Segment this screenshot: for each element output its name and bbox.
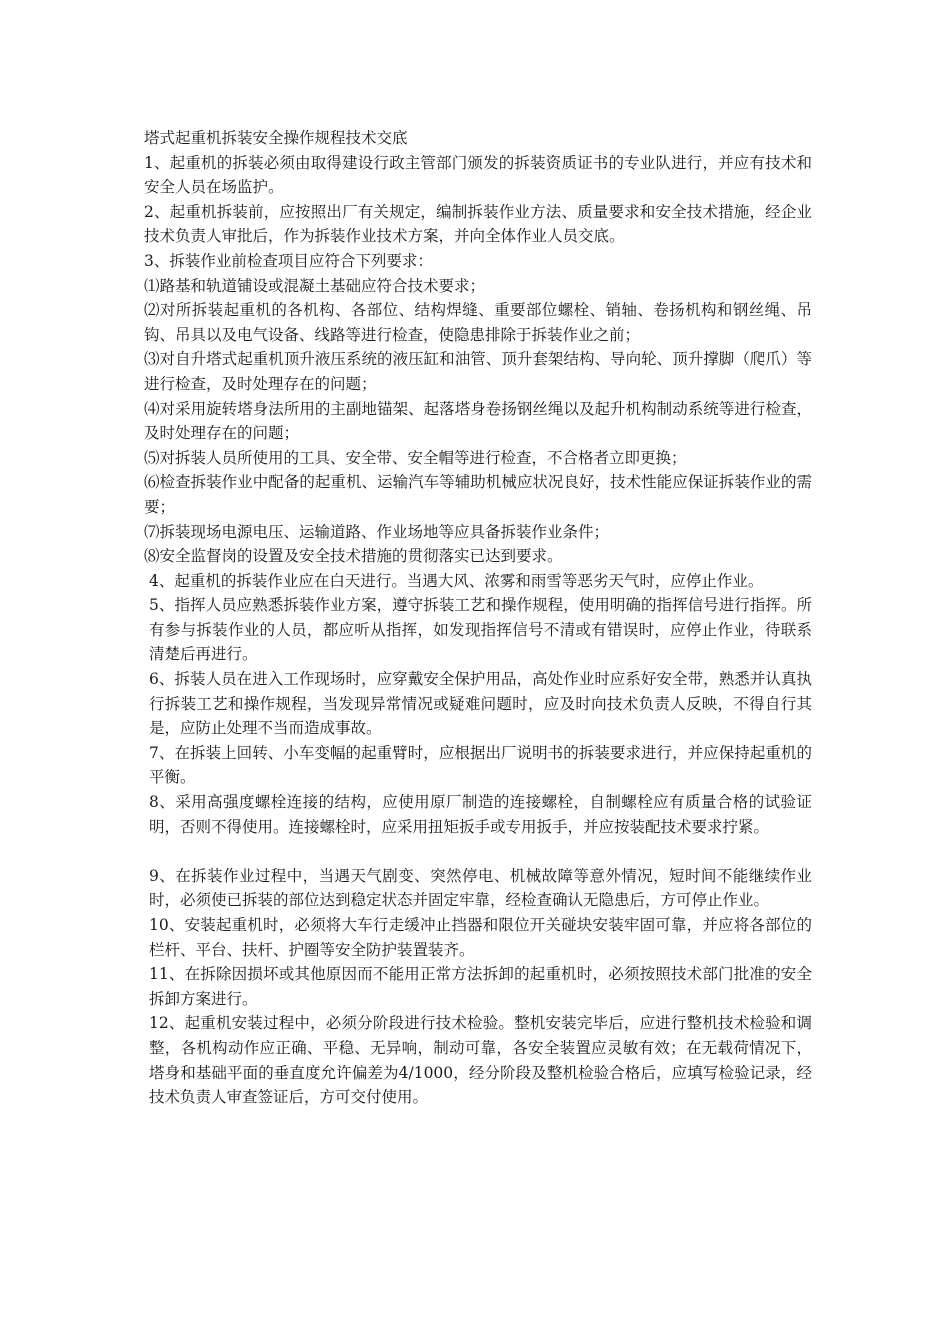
clause-3-item-3: ⑶对自升塔式起重机顶升液压系统的液压缸和油管、顶升套架结构、导向轮、顶升撑脚（爬爪）等进行检查，及时处理存在的问题； [144, 350, 812, 393]
clause-11: 11、在拆除因损坏或其他原因而不能用正常方法拆卸的起重机时，必须按照技术部门批准的安全拆卸方案进行。 [149, 965, 812, 1008]
clause-3: 3、拆装作业前检查项目应符合下列要求： [144, 251, 433, 270]
clause-3-item-7: ⑺拆装现场电源电压、运输道路、作业场地等应具备拆装作业条件； [144, 522, 610, 541]
clause-3-item-5: ⑸对拆装人员所使用的工具、安全带、安全帽等进行检查，不合格者立即更换； [144, 448, 687, 467]
clause-3-item-4: ⑷对采用旋转塔身法所用的主副地锚架、起落塔身卷扬钢丝绳以及起升机构制动系统等进行检查，及时处理存在的问题； [144, 399, 812, 443]
clause-12: 12、起重机安装过程中，必须分阶段进行技术检验。整机安装完毕后，应进行整机技术检验和调整，各机构动作应正确、平稳、无异响，制动可靠，各安全装置应灵敏有效；在无载荷情况下，塔身和基础平面的垂直度允许偏差为4/1000，经分阶段及整机检验合格后，应填写检验记录，经技术负责人审查签证后，方可交付使用。 [149, 1014, 812, 1107]
clause-7: 7、在拆装上回转、小车变幅的起重臂时，应根据出厂说明书的拆装要求进行，并应保持起重机的平衡。 [149, 743, 812, 787]
clause-3-item-1: ⑴路基和轨道铺设或混凝土基础应符合技术要求； [144, 276, 486, 295]
clause-6: 6、拆装人员在进入工作现场时，应穿戴安全保护用品，高处作业时应系好安全带，熟悉并认真执行拆装工艺和操作规程，当发现异常情况或疑难问题时，应及时向技术负责人反映，不得自行其是，应防止处理不当而造成事故。 [149, 670, 812, 738]
clause-10: 10、安装起重机时，必须将大车行走缓冲止挡器和限位开关碰块安装牢固可靠，并应将各部位的栏杆、平台、扶杆、护圈等安全防护装置装齐。 [149, 916, 812, 959]
clause-1: 1、起重机的拆装必须由取得建设行政主管部门颁发的拆装资质证书的专业队进行，并应有技术和安全人员在场监护。 [144, 153, 812, 197]
clause-3-item-2: ⑵对所拆装起重机的各机构、各部位、结构焊缝、重要部位螺栓、销轴、卷扬机构和钢丝绳、吊钩、吊具以及电气设备、线路等进行检查，使隐患排除于拆装作业之前； [144, 301, 812, 344]
clause-3-item-6: ⑹检查拆装作业中配备的起重机、运输汽车等辅助机械应状况良好，技术性能应保证拆装作业的需要； [144, 473, 812, 516]
clause-2: 2、起重机拆装前，应按照出厂有关规定，编制拆装作业方法、质量要求和安全技术措施，经企业技术负责人审批后，作为拆装作业技术方案，并向全体作业人员交底。 [144, 202, 812, 246]
clause-9: 9、在拆装作业过程中，当遇天气剧变、突然停电、机械故障等意外情况，短时间不能继续作业时，必须使已拆装的部位达到稳定状态并固定牢靠，经检查确认无隐患后，方可停止作业。 [149, 866, 812, 910]
document-title: 塔式起重机拆装安全操作规程技术交底 [144, 129, 408, 147]
clause-5: 5、指挥人员应熟悉拆装作业方案，遵守拆装工艺和操作规程，使用明确的指挥信号进行指挥。所有参与拆装作业的人员，都应听从指挥，如发现指挥信号不清或有错误时，应停止作业，待联系清楚后再进行。 [149, 596, 812, 664]
document-body [144, 126, 812, 1110]
clause-8: 8、采用高强度螺栓连接的结构，应使用原厂制造的连接螺栓，自制螺栓应有质量合格的试验证明，否则不得使用。连接螺栓时，应采用扭矩扳手或专用扳手，并应按装配技术要求拧紧。 [149, 793, 812, 836]
clause-3-item-8: ⑻安全监督岗的设置及安全技术措施的贯彻落实已达到要求。 [144, 547, 563, 566]
clause-4: 4、起重机的拆装作业应在白天进行。当遇大风、浓雾和雨雪等恶劣天气时，应停止作业。 [149, 571, 764, 590]
